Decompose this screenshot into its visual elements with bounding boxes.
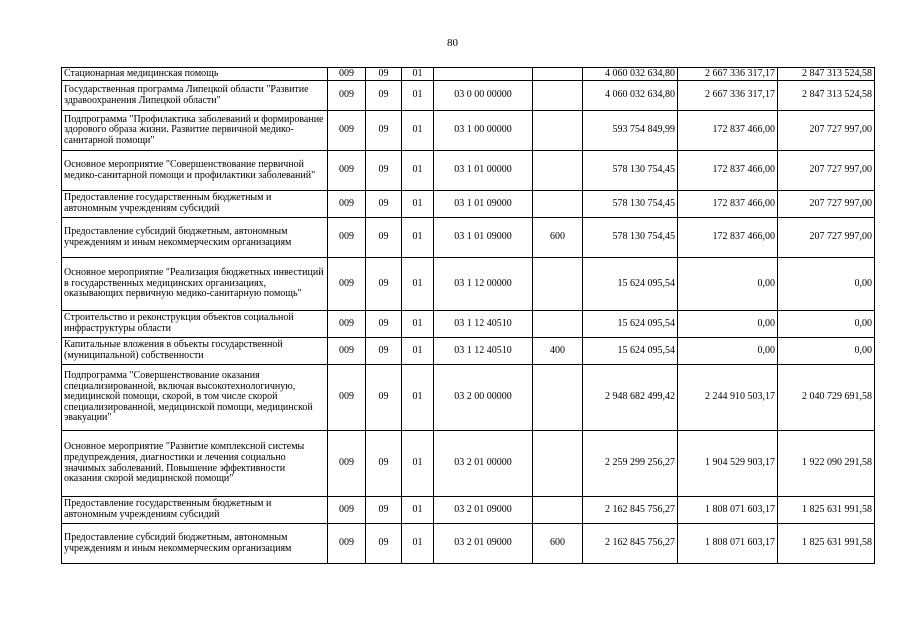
table-row [62, 191, 875, 218]
subsection-code: 01 [402, 497, 434, 524]
amount-year-1: 15 624 095,54 [583, 338, 678, 365]
admin-code: 009 [328, 365, 366, 431]
section-code: 09 [366, 338, 402, 365]
target-article: 03 0 00 00000 [434, 81, 533, 111]
amount-year-3: 2 847 313 524,58 [778, 81, 875, 111]
amount-year-2: 172 837 466,00 [678, 191, 778, 218]
table-row [62, 524, 875, 564]
expense-type: 600 [533, 524, 583, 564]
subsection-code: 01 [402, 151, 434, 191]
row-name: Капитальные вложения в объекты государственной (муниципальной) собственности [62, 338, 328, 365]
amount-year-2: 1 904 529 903,17 [678, 431, 778, 497]
amount-year-2: 172 837 466,00 [678, 151, 778, 191]
table-row [62, 151, 875, 191]
admin-code: 009 [328, 218, 366, 258]
expense-type [533, 431, 583, 497]
target-article: 03 2 01 09000 [434, 497, 533, 524]
section-code: 09 [366, 191, 402, 218]
amount-year-3: 2 040 729 691,58 [778, 365, 875, 431]
expense-type [533, 111, 583, 151]
section-code: 09 [366, 524, 402, 564]
amount-year-1: 593 754 849,99 [583, 111, 678, 151]
amount-year-3: 1 825 631 991,58 [778, 524, 875, 564]
amount-year-2: 1 808 071 603,17 [678, 497, 778, 524]
amount-year-3: 1 825 631 991,58 [778, 497, 875, 524]
target-article: 03 1 00 00000 [434, 111, 533, 151]
target-article: 03 1 12 40510 [434, 311, 533, 338]
section-code: 09 [366, 311, 402, 338]
amount-year-1: 15 624 095,54 [583, 311, 678, 338]
amount-year-1: 2 162 845 756,27 [583, 497, 678, 524]
subsection-code: 01 [402, 431, 434, 497]
page-number: 80 [447, 37, 458, 49]
table-row [62, 338, 875, 365]
row-name: Строительство и реконструкция объектов социальной инфраструктуры области [62, 311, 328, 338]
row-name: Основное мероприятие "Реализация бюджетных инвестиций в государственных медицинских организациях, оказывающих первичную медико-санитарную помощь" [62, 258, 328, 311]
amount-year-1: 2 948 682 499,42 [583, 365, 678, 431]
amount-year-1: 578 130 754,45 [583, 191, 678, 218]
subsection-code: 01 [402, 311, 434, 338]
expense-type: 600 [533, 218, 583, 258]
table-row [62, 81, 875, 111]
amount-year-1: 4 060 032 634,80 [583, 68, 678, 81]
subsection-code: 01 [402, 258, 434, 311]
amount-year-2: 0,00 [678, 258, 778, 311]
expense-type [533, 151, 583, 191]
subsection-code: 01 [402, 524, 434, 564]
section-code: 09 [366, 81, 402, 111]
amount-year-2: 172 837 466,00 [678, 111, 778, 151]
amount-year-2: 0,00 [678, 311, 778, 338]
target-article: 03 2 01 09000 [434, 524, 533, 564]
row-name: Предоставление государственным бюджетным и автономным учреждениям субсидий [62, 191, 328, 218]
target-article: 03 1 01 09000 [434, 191, 533, 218]
section-code: 09 [366, 218, 402, 258]
admin-code: 009 [328, 431, 366, 497]
section-code: 09 [366, 68, 402, 81]
table-row [62, 111, 875, 151]
amount-year-1: 4 060 032 634,80 [583, 81, 678, 111]
row-name: Основное мероприятие "Совершенствование первичной медико-санитарной помощи и профилактики заболеваний" [62, 151, 328, 191]
amount-year-3: 2 847 313 524,58 [778, 68, 875, 81]
table-row [62, 218, 875, 258]
subsection-code: 01 [402, 81, 434, 111]
subsection-code: 01 [402, 68, 434, 81]
expense-type [533, 311, 583, 338]
target-article: 03 1 01 09000 [434, 218, 533, 258]
admin-code: 009 [328, 151, 366, 191]
section-code: 09 [366, 258, 402, 311]
subsection-code: 01 [402, 191, 434, 218]
budget-table [61, 67, 875, 564]
row-name: Предоставление государственным бюджетным и автономным учреждениям субсидий [62, 497, 328, 524]
section-code: 09 [366, 431, 402, 497]
row-name: Подпрограмма "Профилактика заболеваний и формирование здорового образа жизни. Развитие первичной медико-санитарной помощи" [62, 111, 328, 151]
amount-year-2: 2 244 910 503,17 [678, 365, 778, 431]
expense-type [533, 497, 583, 524]
expense-type [533, 191, 583, 218]
admin-code: 009 [328, 258, 366, 311]
target-article: 03 1 12 40510 [434, 338, 533, 365]
subsection-code: 01 [402, 365, 434, 431]
expense-type [533, 258, 583, 311]
admin-code: 009 [328, 68, 366, 81]
amount-year-3: 207 727 997,00 [778, 151, 875, 191]
target-article: 03 1 01 00000 [434, 151, 533, 191]
table-row [62, 365, 875, 431]
row-name: Предоставление субсидий бюджетным, автономным учреждениям и иным некоммерческим организациям [62, 524, 328, 564]
expense-type [533, 68, 583, 81]
amount-year-2: 172 837 466,00 [678, 218, 778, 258]
amount-year-3: 207 727 997,00 [778, 111, 875, 151]
admin-code: 009 [328, 191, 366, 218]
amount-year-1: 2 259 299 256,27 [583, 431, 678, 497]
amount-year-2: 2 667 336 317,17 [678, 81, 778, 111]
admin-code: 009 [328, 497, 366, 524]
section-code: 09 [366, 151, 402, 191]
amount-year-2: 0,00 [678, 338, 778, 365]
admin-code: 009 [328, 311, 366, 338]
amount-year-1: 578 130 754,45 [583, 218, 678, 258]
amount-year-1: 578 130 754,45 [583, 151, 678, 191]
amount-year-1: 15 624 095,54 [583, 258, 678, 311]
amount-year-3: 0,00 [778, 258, 875, 311]
table-row [62, 431, 875, 497]
admin-code: 009 [328, 81, 366, 111]
amount-year-2: 2 667 336 317,17 [678, 68, 778, 81]
subsection-code: 01 [402, 218, 434, 258]
amount-year-1: 2 162 845 756,27 [583, 524, 678, 564]
section-code: 09 [366, 365, 402, 431]
table-row [62, 258, 875, 311]
admin-code: 009 [328, 524, 366, 564]
amount-year-3: 0,00 [778, 338, 875, 365]
subsection-code: 01 [402, 338, 434, 365]
row-name: Основное мероприятие "Развитие комплексной системы предупреждения, диагностики и лечения социально значимых заболеваний. Повышение эффективности оказания скорой медицинской помощи" [62, 431, 328, 497]
amount-year-3: 207 727 997,00 [778, 218, 875, 258]
admin-code: 009 [328, 338, 366, 365]
row-name: Стационарная медицинская помощь [62, 68, 328, 81]
target-article: 03 2 00 00000 [434, 365, 533, 431]
amount-year-2: 1 808 071 603,17 [678, 524, 778, 564]
admin-code: 009 [328, 111, 366, 151]
table-row [62, 68, 875, 81]
amount-year-3: 207 727 997,00 [778, 191, 875, 218]
expense-type: 400 [533, 338, 583, 365]
section-code: 09 [366, 111, 402, 151]
target-article [434, 68, 533, 81]
target-article: 03 1 12 00000 [434, 258, 533, 311]
amount-year-3: 1 922 090 291,58 [778, 431, 875, 497]
table-row [62, 497, 875, 524]
table-row [62, 311, 875, 338]
section-code: 09 [366, 497, 402, 524]
amount-year-3: 0,00 [778, 311, 875, 338]
subsection-code: 01 [402, 111, 434, 151]
expense-type [533, 81, 583, 111]
target-article: 03 2 01 00000 [434, 431, 533, 497]
row-name: Подпрограмма "Совершенствование оказания специализированной, включая высокотехнологичную, медицинской помощи, скорой, в том числе скорой специализированной, медицинской помощи, медицинской эвакуации" [62, 365, 328, 431]
expense-type [533, 365, 583, 431]
row-name: Предоставление субсидий бюджетным, автономным учреждениям и иным некоммерческим организациям [62, 218, 328, 258]
row-name: Государственная программа Липецкой области "Развитие здравоохранения Липецкой области" [62, 81, 328, 111]
